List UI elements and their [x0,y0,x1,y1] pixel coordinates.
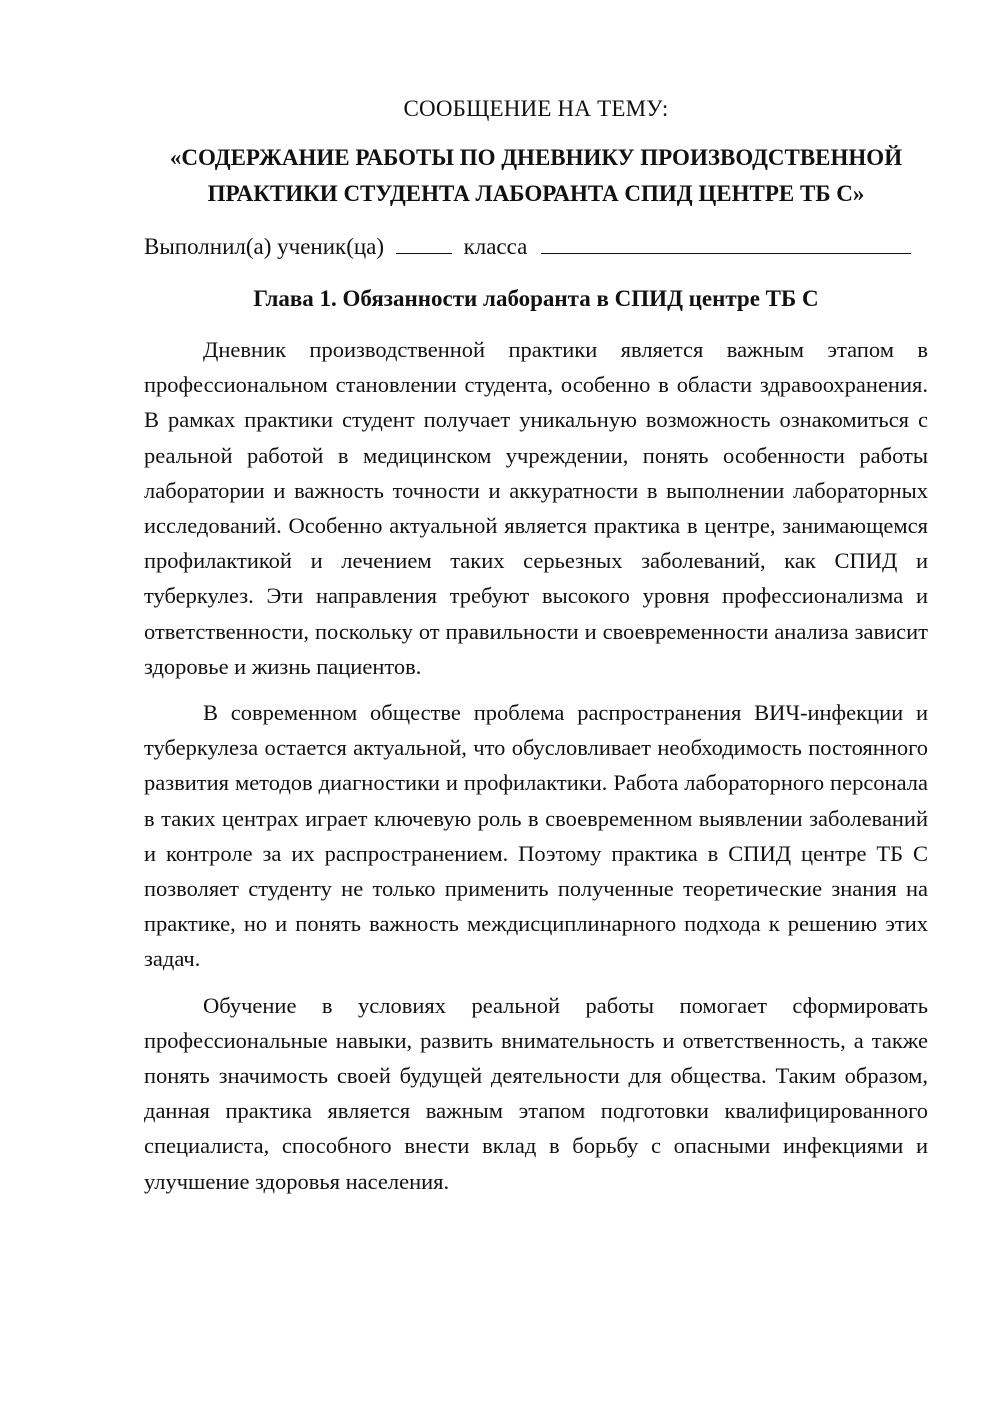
body-paragraph-1: Дневник производственной практики является важным этапом в профессиональном становлении студента, особенно в области здравоохранения. В рамках практики студент получает уникальную возможность ознакомиться с реальной работой в медицинском учреждении, понять особенности работы лаборатории и важность точности и аккуратности в выполнении лабораторных исследований. Особенно актуальной является практика в центре, занимающемся профилактикой и лечением таких серьезных заболеваний, как СПИД и туберкулез. Эти направления требуют высокого уровня профессионализма и ответственности, поскольку от правильности и своевременности анализа зависит здоровье и жизнь пациентов. [144,337,928,679]
body-paragraph-3: Обучение в условиях реальной работы помогает сформировать профессиональные навыки, развить внимательность и ответственность, а также понять значимость своей будущей деятельности для общества. Таким образом, данная практика является важным этапом подготовки квалифицированного специалиста, способного внести вклад в борьбу с опасными инфекциями и улучшение здоровья населения. [144,992,928,1194]
class-number-blank [396,233,452,254]
body-paragraph-2: В современном обществе проблема распространения ВИЧ-инфекции и туберкулеза остается актуальной, что обусловливает необходимость постоянного развития методов диагностики и профилактики. Работа лабораторного персонала в таких центрах играет ключевую роль в своевременном выявлении заболеваний и контроле за их распространением. Поэтому практика в СПИД центре ТБ С позволяет студенту не только применить полученные теоретические знания на практике, но и понять важность междисциплинарного подхода к решению этих задач. [144,700,928,972]
author-line [144,232,928,262]
class-label: класса [463,234,528,259]
document-pre-title: СООБЩЕНИЕ НА ТЕМУ: [403,96,669,121]
author-name-blank [541,233,911,254]
author-label: Выполнил(а) ученик(ца) [144,234,385,259]
document-title-line-1: «СОДЕРЖАНИЕ РАБОТЫ ПО ДНЕВНИКУ ПРОИЗВОДСТВЕННОЙ [169,145,903,170]
document-title-line-2: ПРАКТИКИ СТУДЕНТА ЛАБОРАНТА СПИД ЦЕНТРЕ ТБ С» [207,181,865,206]
chapter-title: Глава 1. Обязанности лаборанта в СПИД центре ТБ С [253,286,819,311]
document-title [134,140,938,212]
document-page [144,94,928,1210]
